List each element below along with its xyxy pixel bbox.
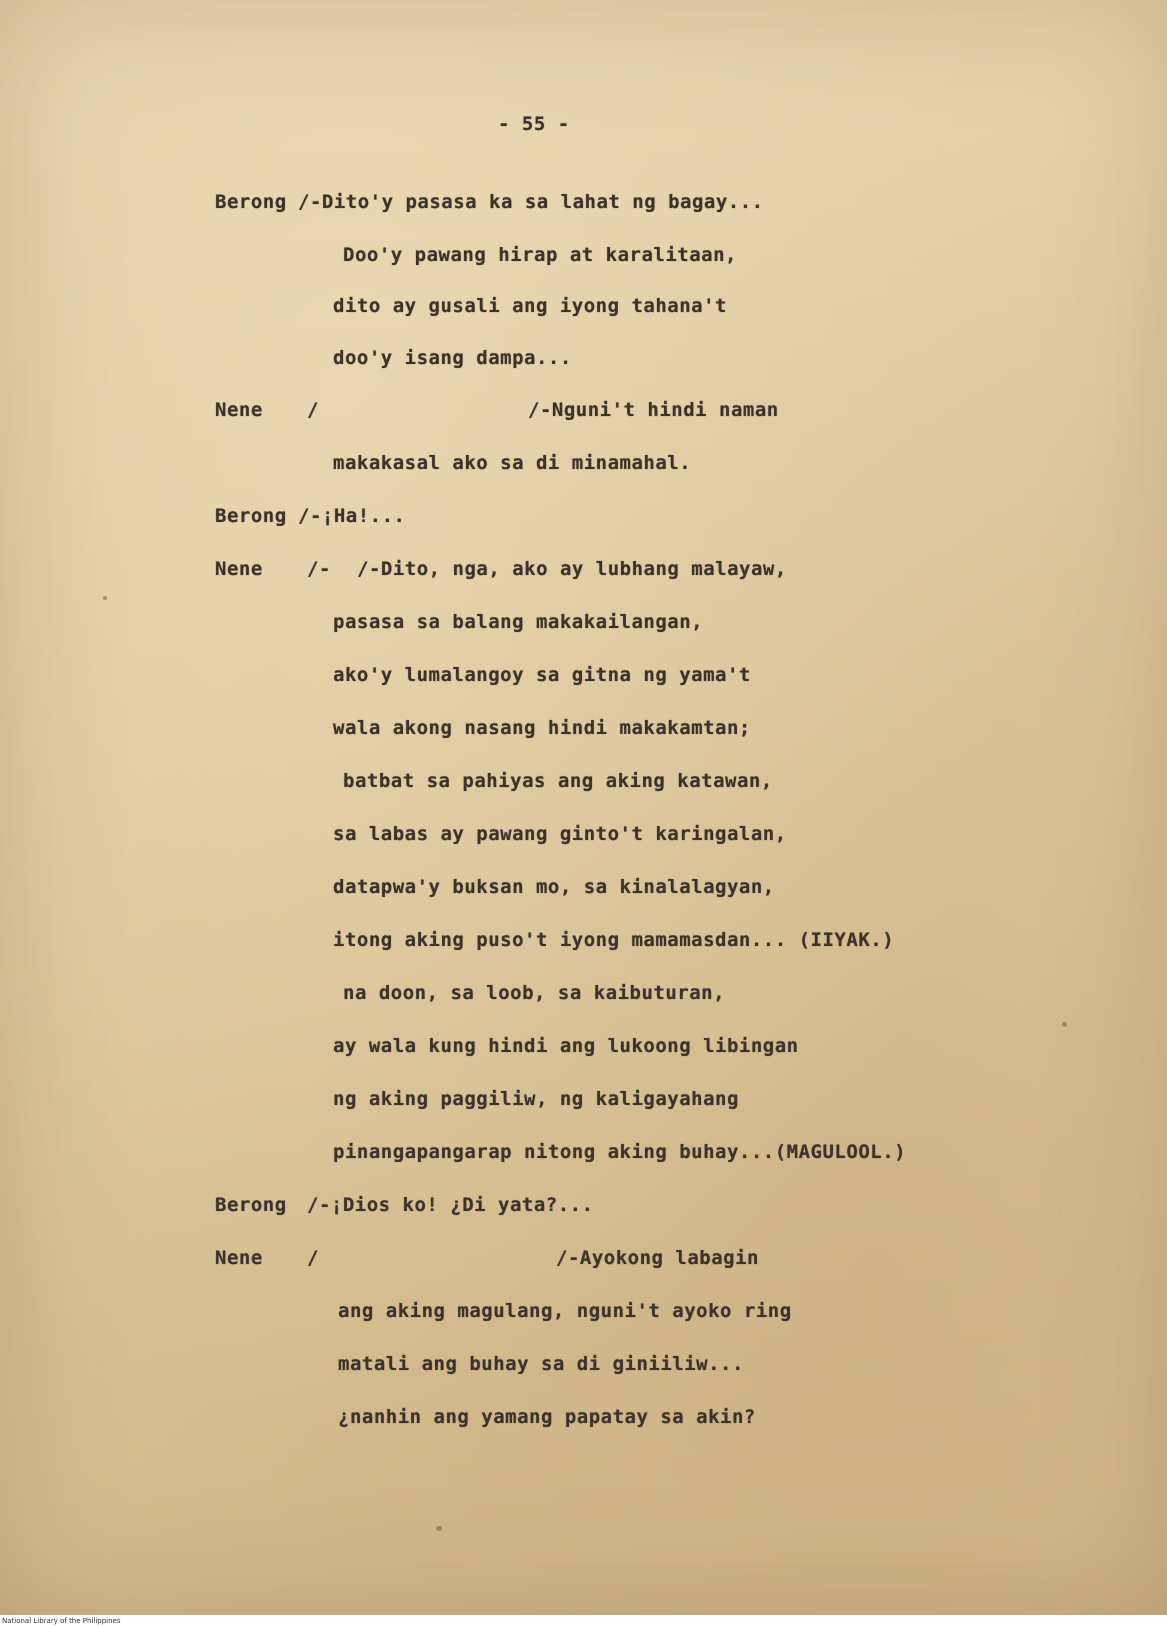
dialogue-line: pasasa sa balang makakailangan,: [333, 611, 704, 633]
speaker-name: Nene: [215, 558, 263, 580]
dialogue-line: dito ay gusali ang iyong tahana't: [333, 295, 727, 317]
paper-speck: [1062, 1022, 1067, 1027]
paper-speck: [436, 1526, 442, 1531]
footer-bar: [0, 1615, 1167, 1628]
dialogue-line: ako'y lumalangoy sa gitna ng yama't: [333, 664, 751, 686]
dialogue-line: itong aking puso't iyong mamamasdan... (IIYAK.): [333, 929, 895, 951]
dialogue-line: makakasal ako sa di minamahal.: [333, 452, 692, 474]
dialogue-line: /-¡Dios ko! ¿Di yata?...: [307, 1194, 594, 1216]
dialogue-line: ng aking paggiliw, ng kaligayahang: [333, 1088, 739, 1110]
dialogue-line: /-Nguni't hindi naman: [528, 399, 779, 421]
page-number: - 55 -: [498, 113, 570, 135]
dialogue-line: batbat sa pahiyas ang aking katawan,: [343, 770, 773, 792]
dialogue-line: datapwa'y buksan mo, sa kinalalagyan,: [333, 876, 775, 898]
dialogue-line: ¿nanhin ang yamang papatay sa akin?: [338, 1406, 756, 1428]
dialogue-line: /-Dito'y pasasa ka sa lahat ng bagay...: [298, 191, 764, 213]
speaker-name: Berong: [215, 1194, 287, 1216]
paper-speck: [103, 596, 107, 600]
speaker-slash: /-: [307, 558, 331, 580]
dialogue-line: ang aking magulang, nguni't ayoko ring: [338, 1300, 792, 1322]
dialogue-line: sa labas ay pawang ginto't karingalan,: [333, 823, 787, 845]
dialogue-line: doo'y isang dampa...: [333, 347, 572, 369]
footer-credit: National Library of the Philippines: [2, 1617, 121, 1625]
dialogue-line: pinangapangarap nitong aking buhay...(MAGULOOL.): [333, 1141, 907, 1163]
dialogue-line: wala akong nasang hindi makakamtan;: [333, 717, 751, 739]
dialogue-line: Doo'y pawang hirap at karalitaan,: [343, 244, 737, 266]
speaker-name: Berong: [215, 191, 287, 213]
dialogue-line: na doon, sa loob, sa kaibuturan,: [343, 982, 726, 1004]
speaker-name: Nene: [215, 399, 263, 421]
speaker-slash: /: [307, 1247, 319, 1269]
dialogue-line: ay wala kung hindi ang lukoong libingan: [333, 1035, 799, 1057]
dialogue-line: matali ang buhay sa di giniiliw...: [338, 1353, 744, 1375]
dialogue-line: /-¡Ha!...: [298, 505, 406, 527]
dialogue-line: /-Ayokong labagin: [556, 1247, 759, 1269]
speaker-name: Nene: [215, 1247, 263, 1269]
speaker-slash: /: [307, 399, 319, 421]
speaker-name: Berong: [215, 505, 287, 527]
dialogue-line: /-Dito, nga, ako ay lubhang malayaw,: [357, 558, 787, 580]
